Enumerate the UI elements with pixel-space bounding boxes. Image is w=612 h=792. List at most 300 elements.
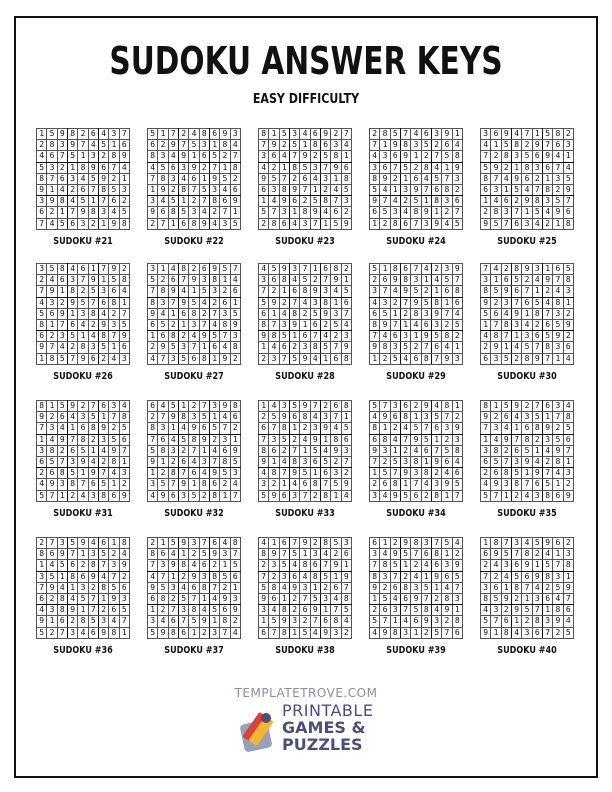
- sudoku-cell: 9: [542, 423, 552, 434]
- sudoku-row: [370, 353, 463, 364]
- sudoku-row: [259, 616, 352, 627]
- sudoku-cell: 6: [431, 184, 441, 195]
- sudoku-cell: 2: [67, 616, 77, 627]
- sudoku-cell: 4: [320, 207, 330, 218]
- sudoku-row: [37, 490, 130, 501]
- sudoku-cell: 6: [37, 456, 47, 467]
- sudoku-cell: 9: [400, 286, 410, 297]
- sudoku-cell: 3: [148, 264, 158, 275]
- sudoku-row: [481, 616, 574, 627]
- sudoku-row: [481, 129, 574, 140]
- sudoku-row: [259, 264, 352, 275]
- sudoku-cell: 7: [320, 162, 330, 173]
- sudoku-cell: 8: [431, 490, 441, 501]
- sudoku-cell: 4: [158, 401, 168, 412]
- sudoku-cell: 7: [411, 218, 421, 229]
- sudoku-cell: 7: [67, 434, 77, 445]
- sudoku-cell: 1: [411, 151, 421, 162]
- sudoku-cell: 3: [168, 353, 178, 364]
- sudoku-cell: 2: [442, 319, 452, 330]
- sudoku-row: [370, 151, 463, 162]
- sudoku-cell: 5: [230, 560, 240, 571]
- sudoku-cell: 8: [331, 264, 341, 275]
- sudoku-cell: 5: [400, 490, 410, 501]
- sudoku-cell: 3: [199, 140, 209, 151]
- sudoku-cell: 9: [37, 616, 47, 627]
- sudoku-cell: 9: [390, 140, 400, 151]
- sudoku-cell: 6: [320, 468, 330, 479]
- sudoku-cell: 5: [431, 173, 441, 184]
- sudoku-cell: 6: [289, 196, 299, 207]
- sudoku-cell: 2: [341, 468, 351, 479]
- sudoku-row: [259, 129, 352, 140]
- sudoku-cell: 4: [511, 412, 521, 423]
- sudoku-cell: 9: [341, 479, 351, 490]
- sudoku-cell: 3: [78, 308, 88, 319]
- sudoku-label: SUDOKU #29: [386, 370, 446, 382]
- sudoku-cell: 5: [209, 423, 219, 434]
- sudoku-cell: 5: [501, 549, 511, 560]
- sudoku-row: [259, 605, 352, 616]
- sudoku-cell: 6: [199, 423, 209, 434]
- sudoku-cell: 1: [400, 479, 410, 490]
- sudoku-cell: 3: [491, 184, 501, 195]
- sudoku-cell: 8: [491, 445, 501, 456]
- sudoku-cell: 7: [522, 129, 532, 140]
- sudoku-cell: 6: [178, 308, 188, 319]
- sudoku-row: [259, 445, 352, 456]
- sudoku-cell: 2: [220, 286, 230, 297]
- sudoku-cell: 2: [259, 560, 269, 571]
- sudoku-cell: 2: [563, 308, 573, 319]
- sudoku-cell: 7: [532, 342, 542, 353]
- sudoku-cell: 3: [320, 286, 330, 297]
- sudoku-cell: 9: [542, 538, 552, 549]
- sudoku-cell: 2: [563, 538, 573, 549]
- sudoku-cell: 9: [209, 173, 219, 184]
- sudoku-cell: 9: [78, 207, 88, 218]
- sudoku-cell: 7: [57, 319, 67, 330]
- sudoku-cell: 3: [491, 423, 501, 434]
- sudoku-grid: [147, 263, 241, 365]
- sudoku-cell: 1: [370, 468, 380, 479]
- sudoku-cell: 9: [158, 184, 168, 195]
- sudoku-row: [481, 162, 574, 173]
- sudoku-cell: 9: [88, 275, 98, 286]
- sudoku-cell: 6: [199, 560, 209, 571]
- sudoku-cell: 7: [542, 353, 552, 364]
- sudoku-cell: 4: [279, 456, 289, 467]
- sudoku-cell: 1: [411, 331, 421, 342]
- sudoku-cell: 4: [481, 140, 491, 151]
- sudoku-cell: 5: [269, 264, 279, 275]
- sudoku-cell: 5: [522, 342, 532, 353]
- sudoku-row: [259, 207, 352, 218]
- sudoku-puzzle: [147, 400, 241, 519]
- sudoku-cell: 3: [400, 627, 410, 638]
- sudoku-cell: 9: [230, 196, 240, 207]
- sudoku-grid: [369, 128, 463, 230]
- sudoku-cell: 2: [390, 297, 400, 308]
- sudoku-label: SUDOKU #33: [275, 507, 335, 519]
- sudoku-puzzle: [258, 400, 352, 519]
- sudoku-cell: 1: [289, 423, 299, 434]
- sudoku-cell: 5: [230, 456, 240, 467]
- sudoku-cell: 5: [501, 140, 511, 151]
- sudoku-cell: 4: [442, 468, 452, 479]
- sudoku-row: [37, 129, 130, 140]
- sudoku-cell: 8: [220, 456, 230, 467]
- sudoku-cell: 7: [442, 412, 452, 423]
- sudoku-cell: 2: [189, 264, 199, 275]
- sudoku-cell: 7: [300, 490, 310, 501]
- sudoku-cell: 5: [47, 264, 57, 275]
- sudoku-cell: 5: [279, 331, 289, 342]
- sudoku-cell: 5: [148, 275, 158, 286]
- sudoku-cell: 8: [88, 560, 98, 571]
- sudoku-cell: 9: [390, 490, 400, 501]
- sudoku-cell: 5: [421, 297, 431, 308]
- sudoku-cell: 7: [400, 297, 410, 308]
- sudoku-row: [148, 549, 241, 560]
- sudoku-cell: 1: [331, 297, 341, 308]
- sudoku-row: [481, 605, 574, 616]
- sudoku-cell: 1: [380, 264, 390, 275]
- sudoku-cell: 3: [442, 423, 452, 434]
- sudoku-cell: 5: [390, 456, 400, 467]
- sudoku-cell: 5: [300, 468, 310, 479]
- sudoku-row: [148, 627, 241, 638]
- sudoku-cell: 6: [47, 151, 57, 162]
- sudoku-cell: 8: [88, 207, 98, 218]
- sudoku-cell: 9: [390, 275, 400, 286]
- pencil-puzzle-icon: [236, 708, 280, 754]
- sudoku-cell: 4: [289, 218, 299, 229]
- sudoku-cell: 3: [98, 286, 108, 297]
- sudoku-cell: 9: [491, 479, 501, 490]
- sudoku-cell: 5: [532, 207, 542, 218]
- sudoku-row: [148, 275, 241, 286]
- sudoku-row: [37, 331, 130, 342]
- sudoku-cell: 4: [78, 490, 88, 501]
- sudoku-cell: 3: [400, 456, 410, 467]
- sudoku-cell: 6: [442, 571, 452, 582]
- sudoku-cell: 3: [481, 275, 491, 286]
- sudoku-cell: 9: [452, 162, 462, 173]
- sudoku-cell: 5: [119, 319, 129, 330]
- sudoku-row: [148, 264, 241, 275]
- sudoku-cell: 3: [189, 207, 199, 218]
- sudoku-cell: 8: [119, 218, 129, 229]
- sudoku-cell: 8: [452, 151, 462, 162]
- sudoku-cell: 6: [553, 264, 563, 275]
- sudoku-cell: 1: [57, 286, 67, 297]
- sudoku-row: [370, 605, 463, 616]
- sudoku-cell: 4: [411, 445, 421, 456]
- sudoku-cell: 4: [57, 342, 67, 353]
- sudoku-cell: 2: [310, 538, 320, 549]
- sudoku-cell: 1: [421, 571, 431, 582]
- sudoku-cell: 5: [279, 129, 289, 140]
- sudoku-cell: 3: [168, 173, 178, 184]
- sudoku-cell: 3: [553, 571, 563, 582]
- sudoku-cell: 2: [189, 196, 199, 207]
- brand-line-2: GAMES &: [282, 718, 366, 737]
- sudoku-cell: 9: [259, 173, 269, 184]
- sudoku-cell: 2: [542, 582, 552, 593]
- sudoku-cell: 7: [199, 401, 209, 412]
- sudoku-cell: 6: [532, 331, 542, 342]
- sudoku-cell: 1: [310, 184, 320, 195]
- sudoku-cell: 1: [148, 331, 158, 342]
- sudoku-cell: 4: [310, 353, 320, 364]
- sudoku-cell: 5: [431, 331, 441, 342]
- sudoku-cell: 2: [67, 490, 77, 501]
- sudoku-row: [148, 434, 241, 445]
- sudoku-cell: 6: [310, 129, 320, 140]
- sudoku-cell: 2: [178, 331, 188, 342]
- sudoku-cell: 8: [57, 468, 67, 479]
- sudoku-cell: 5: [259, 297, 269, 308]
- sudoku-row: [37, 571, 130, 582]
- sudoku-cell: 7: [320, 479, 330, 490]
- sudoku-cell: 9: [289, 468, 299, 479]
- sudoku-cell: 3: [109, 401, 119, 412]
- sudoku-cell: 3: [491, 353, 501, 364]
- sudoku-cell: 9: [178, 297, 188, 308]
- sudoku-label: SUDOKU #25: [497, 235, 557, 247]
- sudoku-cell: 3: [289, 129, 299, 140]
- sudoku-cell: 9: [220, 401, 230, 412]
- sudoku-cell: 7: [78, 140, 88, 151]
- sudoku-cell: 2: [431, 140, 441, 151]
- sudoku-cell: 3: [279, 319, 289, 330]
- sudoku-cell: 9: [189, 423, 199, 434]
- sudoku-cell: 9: [269, 140, 279, 151]
- sudoku-cell: 3: [421, 412, 431, 423]
- sudoku-cell: 3: [452, 173, 462, 184]
- sudoku-cell: 2: [148, 538, 158, 549]
- sudoku-cell: 6: [522, 297, 532, 308]
- sudoku-cell: 8: [563, 412, 573, 423]
- sudoku-row: [481, 412, 574, 423]
- sudoku-cell: 9: [98, 319, 108, 330]
- sudoku-puzzle: [369, 537, 463, 656]
- sudoku-cell: 1: [341, 151, 351, 162]
- sudoku-cell: 9: [380, 412, 390, 423]
- sudoku-cell: 1: [320, 434, 330, 445]
- sudoku-cell: 1: [78, 549, 88, 560]
- sudoku-cell: 2: [98, 151, 108, 162]
- sudoku-cell: 9: [109, 593, 119, 604]
- sudoku-cell: 9: [380, 627, 390, 638]
- sudoku-cell: 8: [442, 184, 452, 195]
- sudoku-cell: 8: [57, 593, 67, 604]
- sudoku-row: [370, 582, 463, 593]
- sudoku-cell: 8: [279, 275, 289, 286]
- sudoku-cell: 4: [400, 616, 410, 627]
- sudoku-cell: 8: [522, 549, 532, 560]
- sudoku-cell: 6: [158, 549, 168, 560]
- sudoku-cell: 5: [148, 129, 158, 140]
- sudoku-cell: 8: [209, 196, 219, 207]
- sudoku-cell: 7: [178, 616, 188, 627]
- sudoku-cell: 2: [553, 423, 563, 434]
- sudoku-cell: 5: [148, 627, 158, 638]
- sudoku-cell: 8: [189, 434, 199, 445]
- sudoku-cell: 6: [148, 319, 158, 330]
- sudoku-cell: 4: [220, 412, 230, 423]
- sudoku-row: [370, 162, 463, 173]
- sudoku-cell: 2: [189, 401, 199, 412]
- sudoku-cell: 9: [532, 353, 542, 364]
- sudoku-cell: 9: [553, 616, 563, 627]
- sudoku-row: [481, 308, 574, 319]
- sudoku-cell: 1: [553, 218, 563, 229]
- sudoku-cell: 8: [380, 560, 390, 571]
- sudoku-cell: 4: [532, 456, 542, 467]
- sudoku-cell: 4: [320, 445, 330, 456]
- sudoku-cell: 1: [442, 297, 452, 308]
- sudoku-cell: 1: [168, 423, 178, 434]
- sudoku-cell: 6: [168, 275, 178, 286]
- sudoku-cell: 2: [289, 434, 299, 445]
- sudoku-cell: 5: [452, 218, 462, 229]
- sudoku-cell: 6: [269, 151, 279, 162]
- sudoku-cell: 6: [481, 456, 491, 467]
- sudoku-cell: 6: [320, 264, 330, 275]
- sudoku-cell: 4: [98, 308, 108, 319]
- sudoku-cell: 4: [553, 468, 563, 479]
- sudoku-cell: 8: [119, 412, 129, 423]
- sudoku-cell: 2: [452, 184, 462, 195]
- sudoku-cell: 8: [269, 582, 279, 593]
- sudoku-cell: 6: [341, 162, 351, 173]
- sudoku-cell: 8: [158, 593, 168, 604]
- sudoku-cell: 8: [289, 308, 299, 319]
- sudoku-cell: 2: [37, 275, 47, 286]
- sudoku-cell: 6: [67, 560, 77, 571]
- sudoku-cell: 1: [178, 196, 188, 207]
- sudoku-cell: 3: [209, 286, 219, 297]
- sudoku-cell: 8: [109, 297, 119, 308]
- sudoku-cell: 7: [563, 196, 573, 207]
- sudoku-cell: 5: [199, 549, 209, 560]
- sudoku-cell: 4: [553, 593, 563, 604]
- sudoku-cell: 2: [168, 319, 178, 330]
- sudoku-cell: 9: [481, 412, 491, 423]
- sudoku-cell: 2: [67, 184, 77, 195]
- sudoku-cell: 7: [57, 627, 67, 638]
- sudoku-cell: 4: [542, 207, 552, 218]
- sudoku-cell: 2: [411, 162, 421, 173]
- sudoku-cell: 9: [98, 627, 108, 638]
- sudoku-row: [370, 264, 463, 275]
- sudoku-cell: 4: [168, 549, 178, 560]
- sudoku-row: [481, 423, 574, 434]
- sudoku-cell: 3: [209, 401, 219, 412]
- sudoku-cell: 7: [230, 490, 240, 501]
- sudoku-cell: 7: [300, 184, 310, 195]
- sudoku-cell: 9: [269, 490, 279, 501]
- sudoku-cell: 2: [78, 129, 88, 140]
- sudoku-cell: 7: [220, 331, 230, 342]
- sudoku-cell: 5: [452, 319, 462, 330]
- sudoku-cell: 6: [411, 616, 421, 627]
- sudoku-cell: 9: [189, 162, 199, 173]
- sudoku-cell: 8: [98, 184, 108, 195]
- sudoku-cell: 4: [331, 286, 341, 297]
- sudoku-cell: 4: [553, 151, 563, 162]
- sudoku-cell: 1: [230, 582, 240, 593]
- sudoku-cell: 6: [452, 627, 462, 638]
- sudoku-cell: 1: [230, 434, 240, 445]
- sudoku-cell: 9: [501, 286, 511, 297]
- sudoku-cell: 7: [259, 286, 269, 297]
- sudoku-cell: 1: [511, 423, 521, 434]
- sudoku-cell: 7: [320, 560, 330, 571]
- sudoku-cell: 1: [279, 593, 289, 604]
- sudoku-cell: 7: [341, 308, 351, 319]
- sudoku-cell: 5: [47, 571, 57, 582]
- sudoku-cell: 1: [67, 423, 77, 434]
- sudoku-cell: 3: [411, 582, 421, 593]
- sudoku-cell: 5: [37, 627, 47, 638]
- sudoku-cell: 5: [78, 445, 88, 456]
- sudoku-cell: 9: [119, 151, 129, 162]
- sudoku-cell: 4: [421, 264, 431, 275]
- sudoku-cell: 1: [220, 490, 230, 501]
- sudoku-cell: 6: [542, 593, 552, 604]
- sudoku-cell: 1: [411, 627, 421, 638]
- sudoku-cell: 3: [341, 538, 351, 549]
- sudoku-row: [37, 196, 130, 207]
- sudoku-cell: 2: [380, 582, 390, 593]
- sudoku-cell: 3: [78, 218, 88, 229]
- sudoku-cell: 2: [189, 549, 199, 560]
- sudoku-cell: 4: [421, 479, 431, 490]
- sudoku-cell: 9: [98, 423, 108, 434]
- sudoku-cell: 4: [148, 571, 158, 582]
- sudoku-cell: 5: [511, 184, 521, 195]
- sudoku-cell: 3: [119, 468, 129, 479]
- sudoku-cell: 2: [47, 593, 57, 604]
- sudoku-cell: 1: [279, 286, 289, 297]
- sudoku-cell: 2: [300, 616, 310, 627]
- sudoku-row: [259, 140, 352, 151]
- sudoku-cell: 2: [78, 286, 88, 297]
- sudoku-cell: 8: [390, 218, 400, 229]
- sudoku-cell: 1: [98, 218, 108, 229]
- sudoku-cell: 9: [88, 571, 98, 582]
- sudoku-cell: 6: [37, 593, 47, 604]
- sudoku-cell: 6: [532, 151, 542, 162]
- sudoku-cell: 3: [522, 627, 532, 638]
- sudoku-cell: 2: [331, 331, 341, 342]
- sudoku-cell: 9: [431, 571, 441, 582]
- sudoku-cell: 6: [199, 151, 209, 162]
- sudoku-cell: 4: [57, 423, 67, 434]
- sudoku-cell: 4: [331, 423, 341, 434]
- sudoku-row: [148, 593, 241, 604]
- sudoku-cell: 3: [67, 456, 77, 467]
- sudoku-cell: 3: [501, 207, 511, 218]
- sudoku-cell: 9: [148, 582, 158, 593]
- sudoku-row: [37, 468, 130, 479]
- sudoku-row: [370, 184, 463, 195]
- sudoku-label: SUDOKU #36: [53, 644, 113, 656]
- sudoku-cell: 4: [178, 582, 188, 593]
